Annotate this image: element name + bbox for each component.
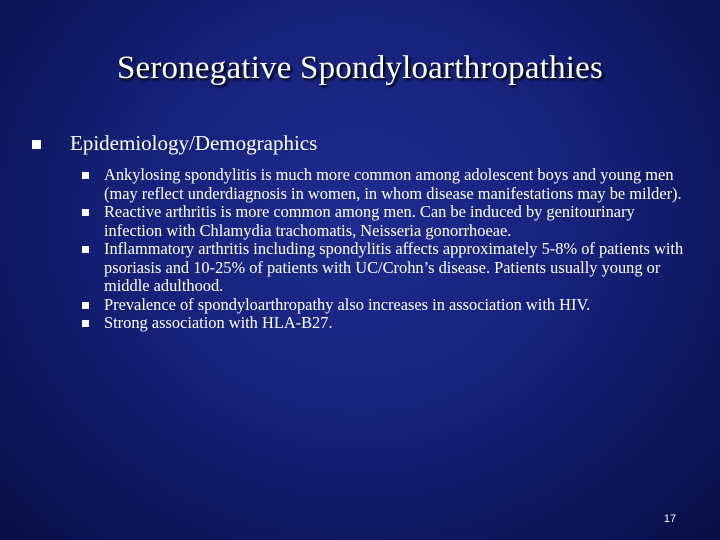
page-number: 17 — [663, 513, 677, 525]
list-item — [80, 314, 690, 333]
square-bullet-icon — [82, 320, 89, 327]
bullet-text: Ankylosing spondylitis is much more common among adolescent boys and young men (may reflect underdiagnosis in women, in whom disease manifestations may be milder). — [104, 165, 682, 203]
square-bullet-icon — [82, 172, 89, 179]
bullet-text: Reactive arthritis is more common among men. Can be induced by genitourinary infection with Chlamydia trachomatis, Neisseria gonorrhoeae. — [104, 202, 635, 240]
square-bullet-icon — [82, 209, 89, 216]
bullet-text: Inflammatory arthritis including spondylitis affects approximately 5-8% of patients with psoriasis and 10-25% of patients with UC/Crohn’s disease. Patients usually young or middle adulthood. — [104, 239, 684, 295]
square-bullet-icon — [82, 302, 89, 309]
slide-title: Seronegative Spondyloarthropathies — [116, 50, 604, 86]
square-bullet-icon — [82, 246, 89, 253]
bullet-text: Strong association with HLA-B27. — [104, 313, 333, 332]
bullet-list — [80, 166, 690, 333]
bullet-text: Prevalence of spondyloarthropathy also increases in association with HIV. — [104, 294, 591, 314]
list-item — [80, 240, 690, 296]
list-item — [80, 296, 690, 315]
square-bullet-icon — [32, 140, 41, 149]
list-item — [80, 203, 690, 240]
list-item — [80, 166, 690, 203]
section-heading: Epidemiology/Demographics — [70, 131, 318, 155]
